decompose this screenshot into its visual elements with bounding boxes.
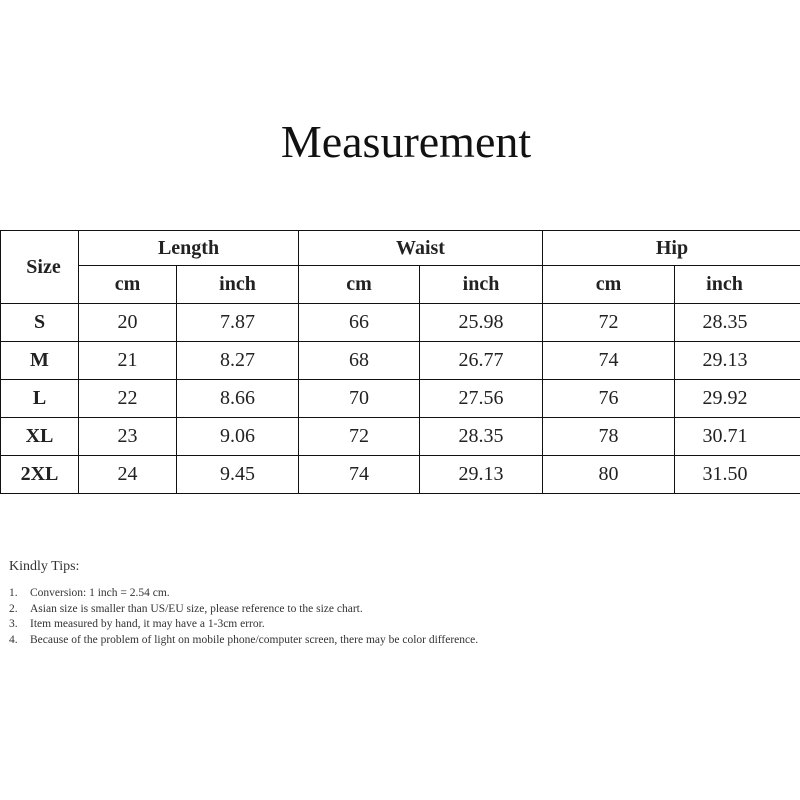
tip-text: Conversion: 1 inch = 2.54 cm. <box>30 587 170 599</box>
tip-number: 3. <box>9 618 18 630</box>
waist-inch-cell: 28.35 <box>420 418 543 456</box>
waist-cm-cell: 68 <box>299 342 420 380</box>
list-item <box>9 617 529 631</box>
length-cm-cell: 20 <box>79 304 177 342</box>
kindly-tips <box>9 558 529 648</box>
waist-group-header: Waist <box>299 231 543 266</box>
hip-inch-cell: 31.50 <box>675 456 800 494</box>
length-cm-cell: 24 <box>79 456 177 494</box>
length-inch-cell: 7.87 <box>177 304 299 342</box>
waist-inch-cell: 29.13 <box>420 456 543 494</box>
size-cell: S <box>1 304 79 342</box>
hip-cm-cell: 78 <box>543 418 675 456</box>
length-cm-cell: 23 <box>79 418 177 456</box>
hip-cm-cell: 72 <box>543 304 675 342</box>
tip-text: Asian size is smaller than US/EU size, please reference to the size chart. <box>30 602 363 615</box>
table-row <box>1 418 800 456</box>
waist-cm-cell: 74 <box>299 456 420 494</box>
tips-heading: Kindly Tips: <box>9 559 80 574</box>
waist-cm-cell: 72 <box>299 418 420 456</box>
table-row <box>1 304 800 342</box>
hip-cm-header: cm <box>543 266 675 304</box>
length-group-header: Length <box>79 231 299 266</box>
size-cell: M <box>1 342 79 380</box>
size-cell: L <box>1 380 79 418</box>
list-item <box>9 602 529 616</box>
hip-inch-cell: 29.13 <box>675 342 800 380</box>
length-inch-header: inch <box>177 266 299 304</box>
size-cell: XL <box>1 418 79 456</box>
length-cm-cell: 21 <box>79 342 177 380</box>
tip-number: 2. <box>9 602 18 615</box>
table-group-header-row <box>1 231 800 266</box>
waist-cm-header: cm <box>299 266 420 304</box>
hip-group-header: Hip <box>543 231 800 266</box>
waist-inch-cell: 25.98 <box>420 304 543 342</box>
tip-number: 4. <box>9 633 18 646</box>
table-row <box>1 342 800 380</box>
hip-cm-cell: 74 <box>543 342 675 380</box>
tips-list <box>9 586 529 647</box>
length-cm-header: cm <box>79 266 177 304</box>
tip-number: 1. <box>9 587 18 599</box>
hip-inch-cell: 28.35 <box>675 304 800 342</box>
length-cm-cell: 22 <box>79 380 177 418</box>
hip-inch-cell: 29.92 <box>675 380 800 418</box>
hip-inch-cell: 30.71 <box>675 418 800 456</box>
waist-inch-cell: 26.77 <box>420 342 543 380</box>
size-cell: 2XL <box>1 456 79 494</box>
list-item <box>9 633 529 647</box>
table-row <box>1 380 800 418</box>
table-unit-header-row <box>1 266 800 304</box>
length-inch-cell: 8.27 <box>177 342 299 380</box>
tip-text: Item measured by hand, it may have a 1-3cm error. <box>30 618 265 630</box>
hip-inch-header: inch <box>675 266 800 304</box>
page-title: Measurement <box>280 116 532 167</box>
hip-cm-cell: 76 <box>543 380 675 418</box>
hip-cm-cell: 80 <box>543 456 675 494</box>
size-column-header: Size <box>1 231 79 304</box>
length-inch-cell: 8.66 <box>177 380 299 418</box>
list-item <box>9 586 529 600</box>
length-inch-cell: 9.06 <box>177 418 299 456</box>
tip-text: Because of the problem of light on mobile phone/computer screen, there may be color difference. <box>30 633 479 646</box>
waist-inch-cell: 27.56 <box>420 380 543 418</box>
waist-inch-header: inch <box>420 266 543 304</box>
table-row <box>1 456 800 494</box>
waist-cm-cell: 70 <box>299 380 420 418</box>
size-chart-table <box>0 230 800 494</box>
length-inch-cell: 9.45 <box>177 456 299 494</box>
waist-cm-cell: 66 <box>299 304 420 342</box>
